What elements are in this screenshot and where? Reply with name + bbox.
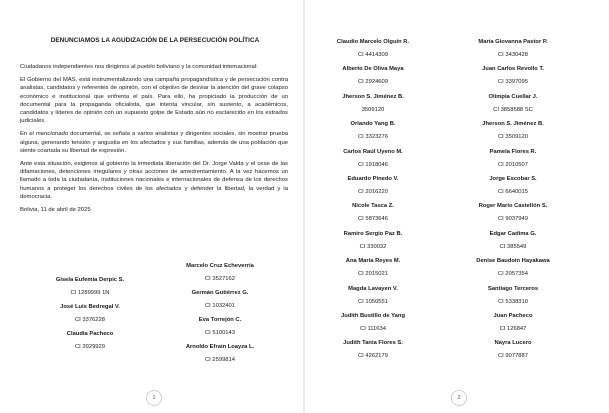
signatory-id: CI 3527162	[205, 276, 235, 282]
page-number-2: 2	[451, 390, 467, 406]
signatory-name: Eva Torrejón C.	[198, 317, 242, 323]
signatory-id: CI 126847	[499, 326, 527, 332]
signature-block	[313, 65, 433, 86]
signatory-name: Germán Gutiérrez G.	[191, 290, 249, 296]
signatory-name: José Luis Bedregal V.	[60, 304, 120, 310]
signatory-id: CI 385549	[499, 243, 527, 250]
signatory-id: CI 1050551	[358, 298, 388, 305]
signature-block	[453, 202, 573, 223]
signatory-id: CI 3509120	[498, 134, 528, 141]
signatory-id: CI 330032	[359, 243, 387, 250]
signature-block	[30, 303, 150, 324]
signatory-id: CI 3858588 SC	[493, 106, 533, 113]
signature-block	[453, 120, 573, 141]
paragraph-demands: Ante esta situación, exigimos al gobierno la inmediata liberación del Dr. Jorge Valda y el cese de las difamaciones, detenciones irregulares y otras acciones de amedrentamiento. A la vez hacemos un llamado a toda la ciudadanía, instituciones nacionales e internacionales de defensa de los derechos humanos a proteger los derechos civiles de los afectados y defender la libertad, la verdad y la democracia.	[20, 161, 288, 200]
signatory-id: CI 3376228	[75, 317, 105, 323]
document-title: DENUNCIAMOS LA AGUDIZACIÓN DE LA PERSECUCIÓN POLÍTICA	[50, 37, 260, 44]
signatory-id: CI 111634	[360, 326, 386, 332]
signature-block	[313, 202, 433, 223]
signature-block	[30, 330, 150, 351]
signature-block	[160, 316, 280, 337]
signatory-id: CI 9037949	[498, 216, 528, 223]
signatory-name: Eduardo Pinedo V.	[347, 176, 399, 182]
paragraph-documental-italic: el mencionado	[29, 131, 69, 138]
signatory-name: Pamela Flores R.	[489, 148, 537, 155]
signatory-name: Claudia Pacheco	[66, 331, 114, 337]
signatory-name: Jherson S. Jiménez B.	[342, 93, 404, 100]
signatory-name: Claudio Marcelo Olguín R.	[336, 39, 410, 45]
signature-block	[313, 230, 433, 251]
signatory-name: Roger Mario Castellón S.	[478, 203, 548, 210]
signatory-name: Ramiro Sergio Paz B.	[343, 230, 403, 237]
signatory-name: Orlando Yang B.	[350, 121, 396, 128]
document-page-1	[0, 0, 304, 413]
signature-block	[453, 312, 573, 333]
signatory-id: CI 5873646	[358, 216, 388, 223]
signatory-name: Carlos Raúl Uyeno M.	[343, 148, 403, 155]
signature-block	[453, 65, 573, 86]
signatory-id: CI 3397095	[498, 79, 528, 86]
signatory-id: CI 1918046	[358, 161, 388, 168]
paragraph-documental	[20, 130, 288, 155]
signature-block	[313, 175, 433, 196]
signatory-name: Magda Lavayen V.	[348, 285, 398, 292]
signatory-id: CI 1289999 1N	[70, 290, 110, 296]
signature-block	[160, 343, 280, 364]
signatory-id: CI 4262179	[358, 353, 388, 360]
signatory-name: Denise Baudoin Hayakawa	[476, 258, 550, 265]
document-page-2	[305, 0, 609, 413]
signature-block	[453, 285, 573, 306]
paragraph-intro: Ciudadanos independientes nos dirigimos al pueblo boliviano y la comunidad internacional:	[20, 64, 258, 70]
signature-block	[313, 93, 433, 114]
signatory-id: CI 3929929	[75, 344, 105, 350]
signatory-name: María Giovanna Pastor P.	[478, 39, 548, 45]
signature-block	[160, 289, 280, 310]
signature-block	[30, 276, 150, 297]
signatory-id: CI 1032401	[205, 303, 235, 309]
signatory-id: CI 5100143	[205, 330, 235, 336]
paragraph-government: El Gobierno del MAS, está instrumentalizando una campaña propagandística y de persecución contra analistas, candidatos y referentes de opinión, con el objetivo de desviar la atención del grave colapso económico e institucional que enfrenta el país. Para ello, ha propiciado la producción de un documental para la propaganda oficialista, que intenta vincular, sin sustento, a académicos, candidatos y líderes de opinión con un supuesto golpe de Estado aún no esclarecido en los estrados judiciales.	[20, 77, 288, 125]
signature-block	[160, 262, 280, 283]
signature-block	[313, 285, 433, 306]
signatory-name: Ana María Reyes M.	[345, 258, 401, 265]
paragraph-documental-rest: documental, se señala a varios analistas y dirigentes sociales, sin mostrar prueba alguna, generando tensión y angustia en los afectados y sus familias, además de una población que siente coartada su libertad de expresión.	[20, 131, 288, 154]
signatory-name: Olimpia Cuellar J.	[488, 93, 538, 100]
signatory-id: CI 3323276	[358, 134, 388, 141]
signature-block	[313, 257, 433, 278]
signatory-name: Juan Carlos Revollo T.	[482, 66, 544, 73]
signatory-name: Judith Tania Flores S.	[343, 340, 403, 347]
signatory-id: CI 2599814	[205, 357, 235, 363]
signatory-name: Edgar Cadima G.	[489, 230, 537, 237]
signatory-id: CI 3430428	[498, 52, 528, 58]
signature-block	[453, 175, 573, 196]
signatory-id: CI 2016220	[358, 189, 388, 195]
signature-block	[453, 38, 573, 59]
signatory-id: CI 4414309	[358, 52, 388, 58]
signature-block	[313, 312, 433, 333]
signatory-name: Nicole Tasca Z.	[352, 203, 394, 210]
signature-block	[453, 339, 573, 360]
document-date: Bolivia, 11 de abril de 2025	[20, 207, 91, 214]
signatory-name: Judith Bustillo de Yang	[341, 313, 405, 319]
paragraph-documental-start: En	[20, 131, 30, 138]
signature-block	[313, 339, 433, 360]
signatory-id: CI 2015021	[358, 271, 388, 278]
signature-block	[453, 230, 573, 251]
signatory-id: CI 5338310	[498, 298, 528, 305]
signatory-name: Jherson S. Jiménez B.	[482, 121, 544, 128]
signatory-name: Nayra Lucero	[494, 340, 532, 347]
document-body	[20, 63, 288, 214]
signatory-id: CI 2924609	[358, 79, 388, 86]
signature-block	[313, 120, 433, 141]
signatory-name: Arnoldo Efraín Loayza L.	[185, 344, 255, 350]
signatory-name: Alberto De Oliva Maya	[342, 66, 404, 73]
signatory-id: CI 6640015	[498, 189, 528, 195]
signatory-name: Santiago Terceros	[487, 285, 539, 292]
signatory-name: Juan Pacheco	[493, 313, 533, 319]
signature-block	[453, 257, 573, 278]
signatory-id: 3509120	[361, 106, 385, 113]
signatory-name: Jorge Escobar S.	[489, 176, 537, 182]
page-number-1: 1	[146, 390, 162, 406]
signature-block	[313, 38, 433, 59]
signature-block	[313, 148, 433, 169]
signatory-name: Gisela Eufemia Derpic S.	[55, 277, 125, 283]
signature-block	[453, 93, 573, 114]
signatory-name: Marcelo Cruz Echeverría	[186, 263, 254, 269]
signatory-id: CI 2010507	[498, 161, 528, 168]
signatory-id: CI 2057354	[498, 271, 528, 278]
signature-block	[453, 148, 573, 169]
signatory-id: CI 9077887	[498, 353, 528, 360]
